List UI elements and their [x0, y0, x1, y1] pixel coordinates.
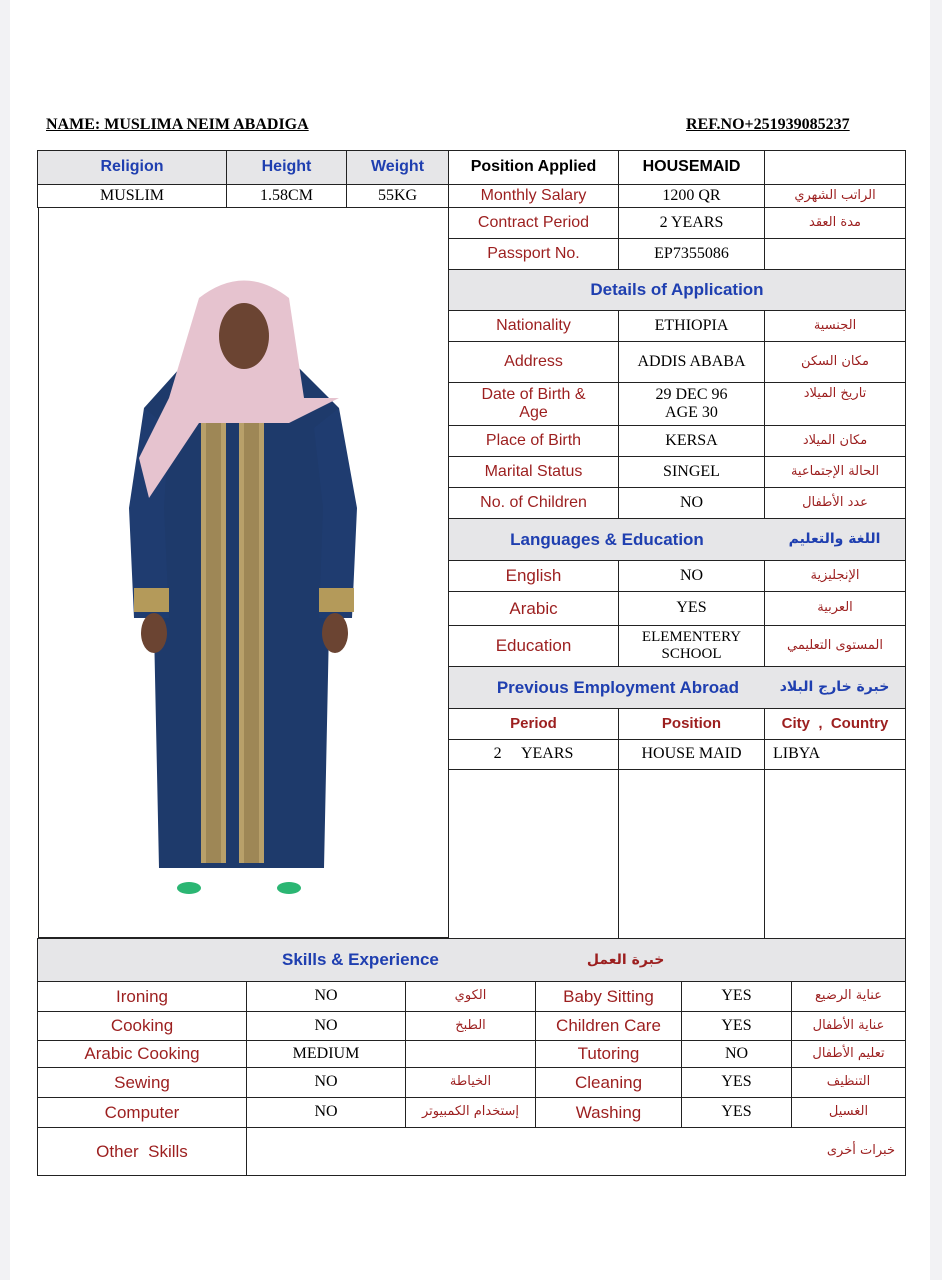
position-applied-empty [764, 150, 906, 185]
skill-cleaning-value: YES [681, 1067, 792, 1098]
employment-empty-3 [764, 769, 906, 939]
passport-empty [764, 238, 906, 270]
dob-value: 29 DEC 96 [655, 385, 728, 403]
contract-label: Contract Period [448, 207, 619, 239]
english-label: English [448, 560, 619, 592]
english-arabic: الإنجليزية [764, 560, 906, 592]
skill-washing-arabic: الغسيل [791, 1097, 906, 1128]
marital-arabic: الحالة الإجتماعية [764, 456, 906, 488]
skills-title-cell [37, 938, 906, 982]
skill-babysitting-value: YES [681, 981, 792, 1012]
skill-cooking-arabic: الطبخ [405, 1011, 536, 1041]
dob-arabic: تاريخ الميلاد [764, 382, 906, 426]
skill-sewing-value: NO [246, 1067, 406, 1098]
english-value: NO [618, 560, 765, 592]
skill-ironing-label: Ironing [37, 981, 247, 1012]
education-value: ELEMENTERY SCHOOL [618, 625, 765, 667]
position-applied-label: Position Applied [448, 150, 619, 185]
arabic-arabic: العربية [764, 591, 906, 626]
dob-label: Date of Birth & Age [448, 382, 619, 426]
languages-title: Languages & Education [448, 518, 765, 561]
employment-title-arabic: خبرة خارج البلاد [764, 666, 906, 709]
skills-title-arabic: خبرة العمل [586, 951, 665, 968]
weight-value: 55KG [346, 184, 449, 208]
other-skills-label: Other Skills [37, 1127, 247, 1176]
employment-col-position: Position [618, 708, 765, 740]
arabic-label: Arabic [448, 591, 619, 626]
skill-babysitting-arabic: عناية الرضيع [791, 981, 906, 1012]
employment-empty-2 [618, 769, 765, 939]
skill-washing-value: YES [681, 1097, 792, 1128]
education-arabic: المستوى التعليمي [764, 625, 906, 667]
applicant-photo-figure [39, 208, 449, 938]
skill-sewing-arabic: الخياطة [405, 1067, 536, 1098]
marital-value: SINGEL [618, 456, 765, 488]
passport-label: Passport No. [448, 238, 619, 270]
birthplace-arabic: مكان الميلاد [764, 425, 906, 457]
languages-title-arabic: اللغة والتعليم [764, 518, 906, 561]
nationality-value: ETHIOPIA [618, 310, 765, 342]
religion-label: Religion [37, 150, 227, 185]
position-applied-value: HOUSEMAID [618, 150, 765, 185]
religion-value: MUSLIM [37, 184, 227, 208]
other-skills-arabic: خبرات أخرى [826, 1143, 895, 1159]
skill-babysitting-label: Baby Sitting [535, 981, 682, 1012]
nationality-label: Nationality [448, 310, 619, 342]
skill-washing-label: Washing [535, 1097, 682, 1128]
skill-tutoring-value: NO [681, 1040, 792, 1068]
skill-sewing-label: Sewing [37, 1067, 247, 1098]
skill-tutoring-arabic: تعليم الأطفال [791, 1040, 906, 1068]
birthplace-label: Place of Birth [448, 425, 619, 457]
birthplace-value: KERSA [618, 425, 765, 457]
skill-childrencare-label: Children Care [535, 1011, 682, 1041]
skill-arabiccooking-label: Arabic Cooking [37, 1040, 247, 1068]
skill-arabiccooking-arabic [405, 1040, 536, 1068]
skill-ironing-value: NO [246, 981, 406, 1012]
employment-title: Previous Employment Abroad [448, 666, 765, 709]
marital-label: Marital Status [448, 456, 619, 488]
employment-col-period: Period [448, 708, 619, 740]
employment-country: LIBYA [764, 739, 906, 770]
contract-value: 2 YEARS [618, 207, 765, 239]
height-label: Height [226, 150, 347, 185]
weight-label: Weight [346, 150, 449, 185]
applicant-photo [38, 208, 448, 938]
employment-col-country: City , Country [764, 708, 906, 740]
address-value: ADDIS ABABA [618, 341, 765, 383]
applicant-name: NAME: MUSLIMA NEIM ABADIGA [46, 116, 309, 133]
children-arabic: عدد الأطفال [764, 487, 906, 519]
skill-computer-arabic: إستخدام الكمبيوتر [405, 1097, 536, 1128]
education-label: Education [448, 625, 619, 667]
contract-arabic: مدة العقد [764, 207, 906, 239]
salary-arabic: الراتب الشهري [764, 184, 906, 208]
address-label: Address [448, 341, 619, 383]
other-skills-cell [246, 1127, 906, 1176]
salary-label: Monthly Salary [448, 184, 619, 208]
skill-cooking-value: NO [246, 1011, 406, 1041]
details-title: Details of Application [448, 269, 906, 311]
arabic-value: YES [618, 591, 765, 626]
address-arabic: مكان السكن [764, 341, 906, 383]
skill-computer-value: NO [246, 1097, 406, 1128]
skill-computer-label: Computer [37, 1097, 247, 1128]
skill-ironing-arabic: الكوي [405, 981, 536, 1012]
children-label: No. of Children [448, 487, 619, 519]
passport-value: EP7355086 [618, 238, 765, 270]
employment-period: 2 YEARS [448, 739, 619, 770]
skill-childrencare-arabic: عناية الأطفال [791, 1011, 906, 1041]
height-value: 1.58CM [226, 184, 347, 208]
children-value: NO [618, 487, 765, 519]
age-value: AGE 30 [665, 404, 718, 421]
dob-value-cell [618, 382, 765, 426]
employment-empty-1 [448, 769, 619, 939]
nationality-arabic: الجنسية [764, 310, 906, 342]
skill-cooking-label: Cooking [37, 1011, 247, 1041]
skill-childrencare-value: YES [681, 1011, 792, 1041]
employment-position: HOUSE MAID [618, 739, 765, 770]
skill-cleaning-arabic: التنظيف [791, 1067, 906, 1098]
reference-number: REF.NO+251939085237 [686, 116, 850, 133]
salary-value: 1200 QR [618, 184, 765, 208]
skill-tutoring-label: Tutoring [535, 1040, 682, 1068]
skills-title: Skills & Experience [282, 950, 439, 970]
skill-arabiccooking-value: MEDIUM [246, 1040, 406, 1068]
skill-cleaning-label: Cleaning [535, 1067, 682, 1098]
